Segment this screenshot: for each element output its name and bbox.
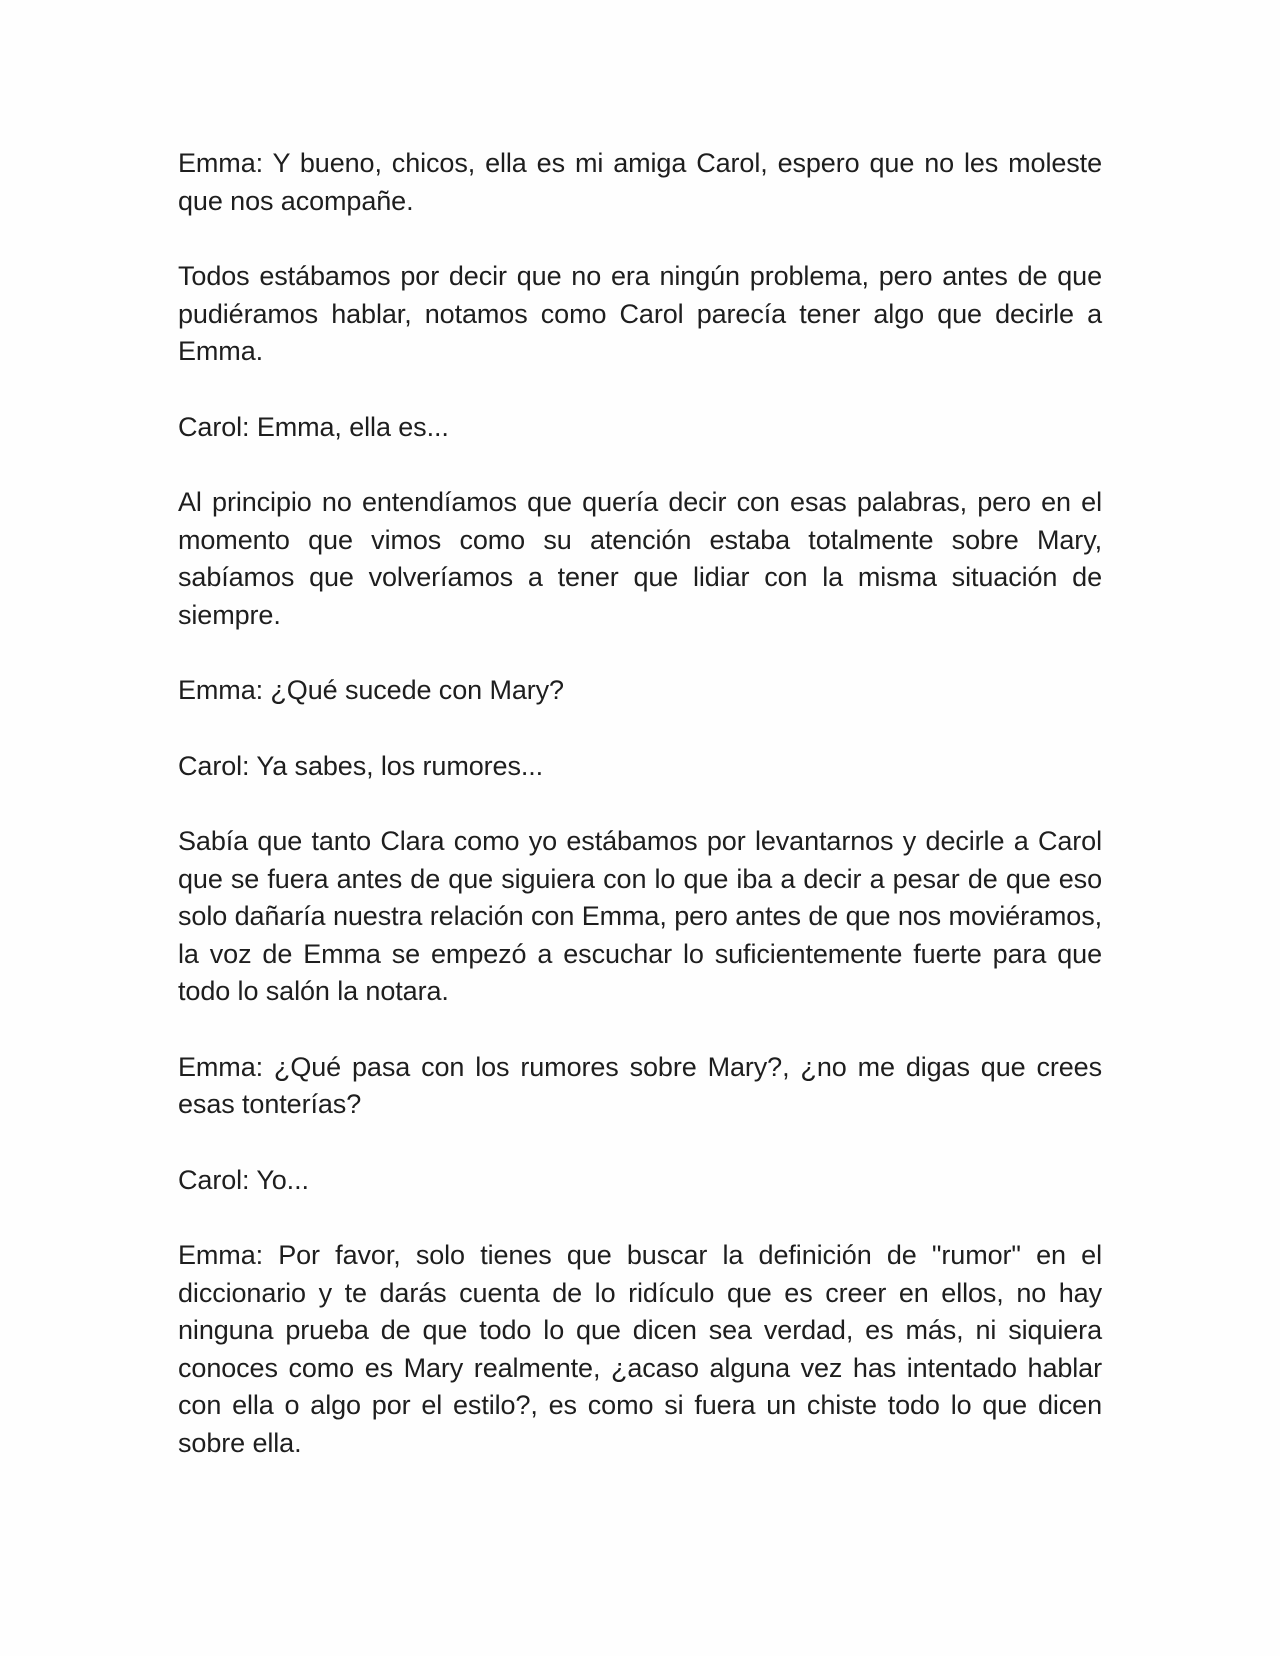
document-body — [178, 145, 1102, 1500]
paragraph: Emma: Por favor, solo tienes que buscar la definición de "rumor" en el diccionario y te darás cuenta de lo ridículo que es creer en ellos, no hay ninguna prueba de que todo lo que dicen sea verdad, es más, ni siquiera conoces como es Mary realmente, ¿acaso alguna vez has intentado hablar con ella o algo por el estilo?, es como si fuera un chiste todo lo que dicen sobre ella. — [178, 1240, 1102, 1458]
paragraph: Carol: Emma, ella es... — [178, 411, 449, 442]
paragraph: Emma: ¿Qué pasa con los rumores sobre Mary?, ¿no me digas que crees esas tonterías? — [178, 1051, 1102, 1119]
paragraph: Emma: Y bueno, chicos, ella es mi amiga Carol, espero que no les moleste que nos acompañe. — [178, 148, 1102, 216]
paragraph: Carol: Yo... — [178, 1164, 309, 1195]
paragraph: Emma: ¿Qué sucede con Mary? — [178, 675, 564, 705]
paragraph: Carol: Ya sabes, los rumores... — [178, 750, 544, 781]
paragraph: Todos estábamos por decir que no era ningún problema, pero antes de que pudiéramos hablar, notamos como Carol parecía tener algo que decirle a Emma. — [178, 261, 1102, 366]
paragraph: Al principio no entendíamos que quería decir con esas palabras, pero en el momento que vimos como su atención estaba totalmente sobre Mary, sabíamos que volveríamos a tener que lidiar con la misma situación de siempre. — [178, 487, 1102, 630]
paragraph: Sabía que tanto Clara como yo estábamos por levantarnos y decirle a Carol que se fuera antes de que siguiera con lo que iba a decir a pesar de que eso solo dañaría nuestra relación con Emma, pero antes de que nos moviéramos, la voz de Emma se empezó a escuchar lo suficientemente fuerte para que todo lo salón la notara. — [178, 826, 1102, 1006]
